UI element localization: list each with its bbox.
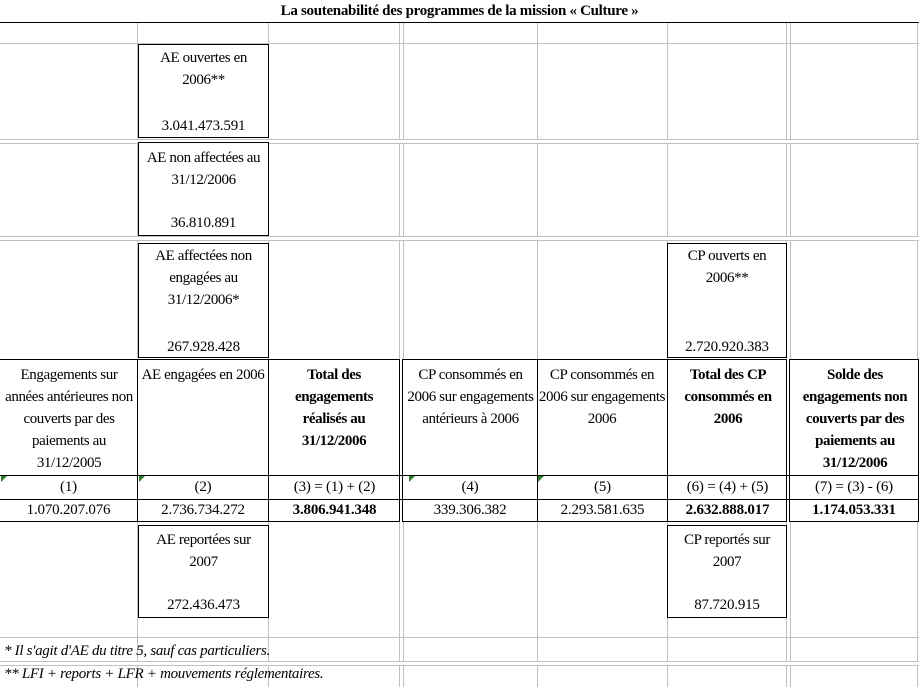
header-col3: Total des engagements réalisés au 31/12/2006: [294, 367, 374, 449]
ae-non-affectees-label: AE non affectées au 31/12/2006: [146, 150, 261, 188]
value-col2: 2.736.734.272: [161, 502, 245, 518]
ae-ouvertes-label: AE ouvertes en 2006**: [160, 50, 247, 88]
header-col4: CP consommés en 2006 sur engagements antérieurs à 2006: [407, 367, 534, 427]
cp-reportes-label: CP reportés sur 2007: [684, 532, 770, 570]
grid-line: [0, 236, 919, 241]
code-col7: (7) = (3) - (6): [815, 479, 893, 495]
ae-non-affectees-value: 36.810.891: [170, 215, 237, 231]
header-col1: Engagements sur années antérieures non couverts par des paiements au 31/12/2005: [5, 367, 133, 471]
code-col6: (6) = (4) + (5): [686, 479, 769, 495]
table-row-divider: [0, 475, 919, 476]
value-col7: 1.174.053.331: [812, 502, 896, 518]
footnote-2: ** LFI + reports + LFR + mouvements réglementaires.: [4, 666, 324, 682]
ae-reportees-value: 272.436.473: [167, 597, 240, 613]
cp-reportes-value: 87.720.915: [694, 597, 760, 613]
value-col6: 2.632.888.017: [685, 502, 770, 518]
value-col5: 2.293.581.635: [560, 502, 645, 518]
code-col2: (2): [194, 479, 212, 495]
table-divider: [137, 359, 138, 522]
ae-affectees-non-engagees-box: [138, 243, 269, 358]
header-col7: Solde des engagements non couverts par des paiements au 31/12/2006: [802, 367, 908, 471]
ae-ouvertes-box: [138, 44, 269, 138]
grid-line: [399, 22, 404, 687]
value-col1: 1.070.207.076: [26, 502, 111, 518]
header-col5: CP consommés en 2006 sur engagements 2006: [538, 367, 666, 427]
ae-ouvertes-value: 3.041.473.591: [161, 118, 246, 134]
ae-reportees-label: AE reportées sur 2007: [156, 532, 251, 570]
cp-ouverts-box: [667, 243, 787, 358]
table-row-divider: [0, 499, 919, 500]
grid-line: [537, 22, 538, 687]
code-col5: (5): [594, 479, 611, 495]
cp-ouverts-label: CP ouverts en 2006**: [687, 248, 767, 286]
ae-reportees-box: [138, 525, 269, 618]
header-col2: AE engagées en 2006: [141, 367, 265, 383]
code-col3: (3) = (1) + (2): [293, 479, 376, 495]
table-divider: [268, 359, 269, 522]
grid-line: [0, 637, 919, 638]
ae-affectees-non-engagees-value: 267.928.428: [167, 339, 240, 355]
value-col4: 339.306.382: [433, 502, 507, 518]
cp-reportes-box: [667, 525, 787, 618]
grid-line: [917, 22, 918, 687]
page-title: La soutenabilité des programmes de la mission « Culture »: [280, 3, 639, 19]
ae-non-affectees-box: [138, 142, 269, 236]
footnote-1: * Il s'agit d'AE du titre 5, sauf cas particuliers.: [4, 643, 270, 659]
value-col3: 3.806.941.348: [292, 502, 377, 518]
cp-ouverts-value: 2.720.920.383: [685, 339, 769, 355]
code-col4: (4): [461, 479, 479, 495]
table-divider: [667, 359, 668, 522]
code-col1: (1): [60, 479, 77, 495]
ae-affectees-non-engagees-label: AE affectées non engagées au 31/12/2006*: [155, 248, 252, 308]
title-border: [0, 22, 919, 23]
header-col6: Total des CP consommés en 2006: [684, 367, 772, 427]
